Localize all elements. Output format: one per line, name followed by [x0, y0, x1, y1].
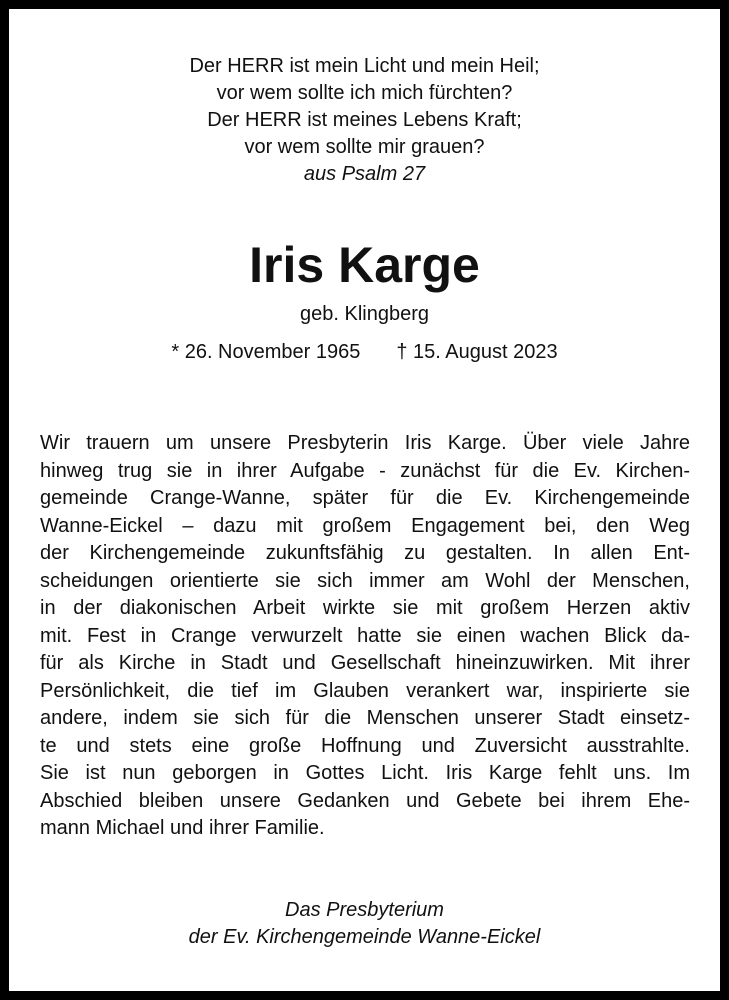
text-line: andere, indem sie sich für die Menschen unserer Stadt einsetz- [40, 707, 690, 729]
text-line: te und stets eine große Hoffnung und Zuversicht ausstrahlte. [40, 734, 690, 757]
text-line: Persönlichkeit, die tief im Glauben verankert war, inspirierte sie [40, 679, 690, 702]
obituary-notice [9, 9, 720, 991]
text-line: scheidungen orientierte sie sich immer am Wohl der Menschen, [40, 569, 690, 592]
signature-line: der Ev. Kirchengemeinde Wanne-Eickel [188, 926, 541, 948]
text-line: in der diakonischen Arbeit wirkte sie mit großem Herzen aktiv [40, 597, 690, 619]
text-line: für als Kirche in Stadt und Gesellschaft hineinzuwirken. Mit ihrer [40, 652, 690, 674]
psalm-line: vor wem sollte mir grauen? [244, 136, 485, 158]
signature [9, 897, 720, 951]
birth-date: * 26. November 1965 [171, 341, 361, 363]
signature-line: Das Presbyterium [285, 899, 444, 921]
text-line: Sie ist nun geborgen in Gottes Licht. Iris Karge fehlt uns. Im [40, 762, 690, 784]
psalm-source: aus Psalm 27 [303, 163, 426, 185]
life-dates [9, 339, 720, 365]
birth-name: geb. Klingberg [300, 303, 429, 325]
text-line: Wir trauern um unsere Presbyterin Iris Karge. Über viele Jahre [40, 432, 690, 454]
psalm-line: Der HERR ist mein Licht und mein Heil; [189, 55, 540, 77]
deceased-name: Iris Karge [249, 237, 480, 293]
text-line: hinweg trug sie in ihrer Aufgabe - zunächst für die Ev. Kirchen- [40, 459, 690, 482]
death-date: † 15. August 2023 [396, 341, 558, 363]
text-line: mit. Fest in Crange verwurzelt hatte sie einen wachen Blick da- [40, 624, 690, 647]
psalm-line: Der HERR ist meines Lebens Kraft; [207, 109, 522, 131]
text-line: Abschied bleiben unsere Gedanken und Gebete bei ihrem Ehe- [40, 789, 690, 812]
psalm-line: vor wem sollte ich mich fürchten? [216, 82, 513, 104]
text-line: Wanne-Eickel – dazu mit großem Engagement bei, den Weg [40, 514, 690, 537]
text-line: gemeinde Crange-Wanne, später für die Ev. Kirchengemeinde [40, 487, 690, 509]
obituary-text [40, 430, 690, 843]
text-line: der Kirchengemeinde zukunftsfähig zu gestalten. In allen Ent- [40, 542, 690, 564]
psalm-quote [9, 53, 720, 188]
text-line: mann Michael und ihrer Familie. [40, 817, 325, 839]
